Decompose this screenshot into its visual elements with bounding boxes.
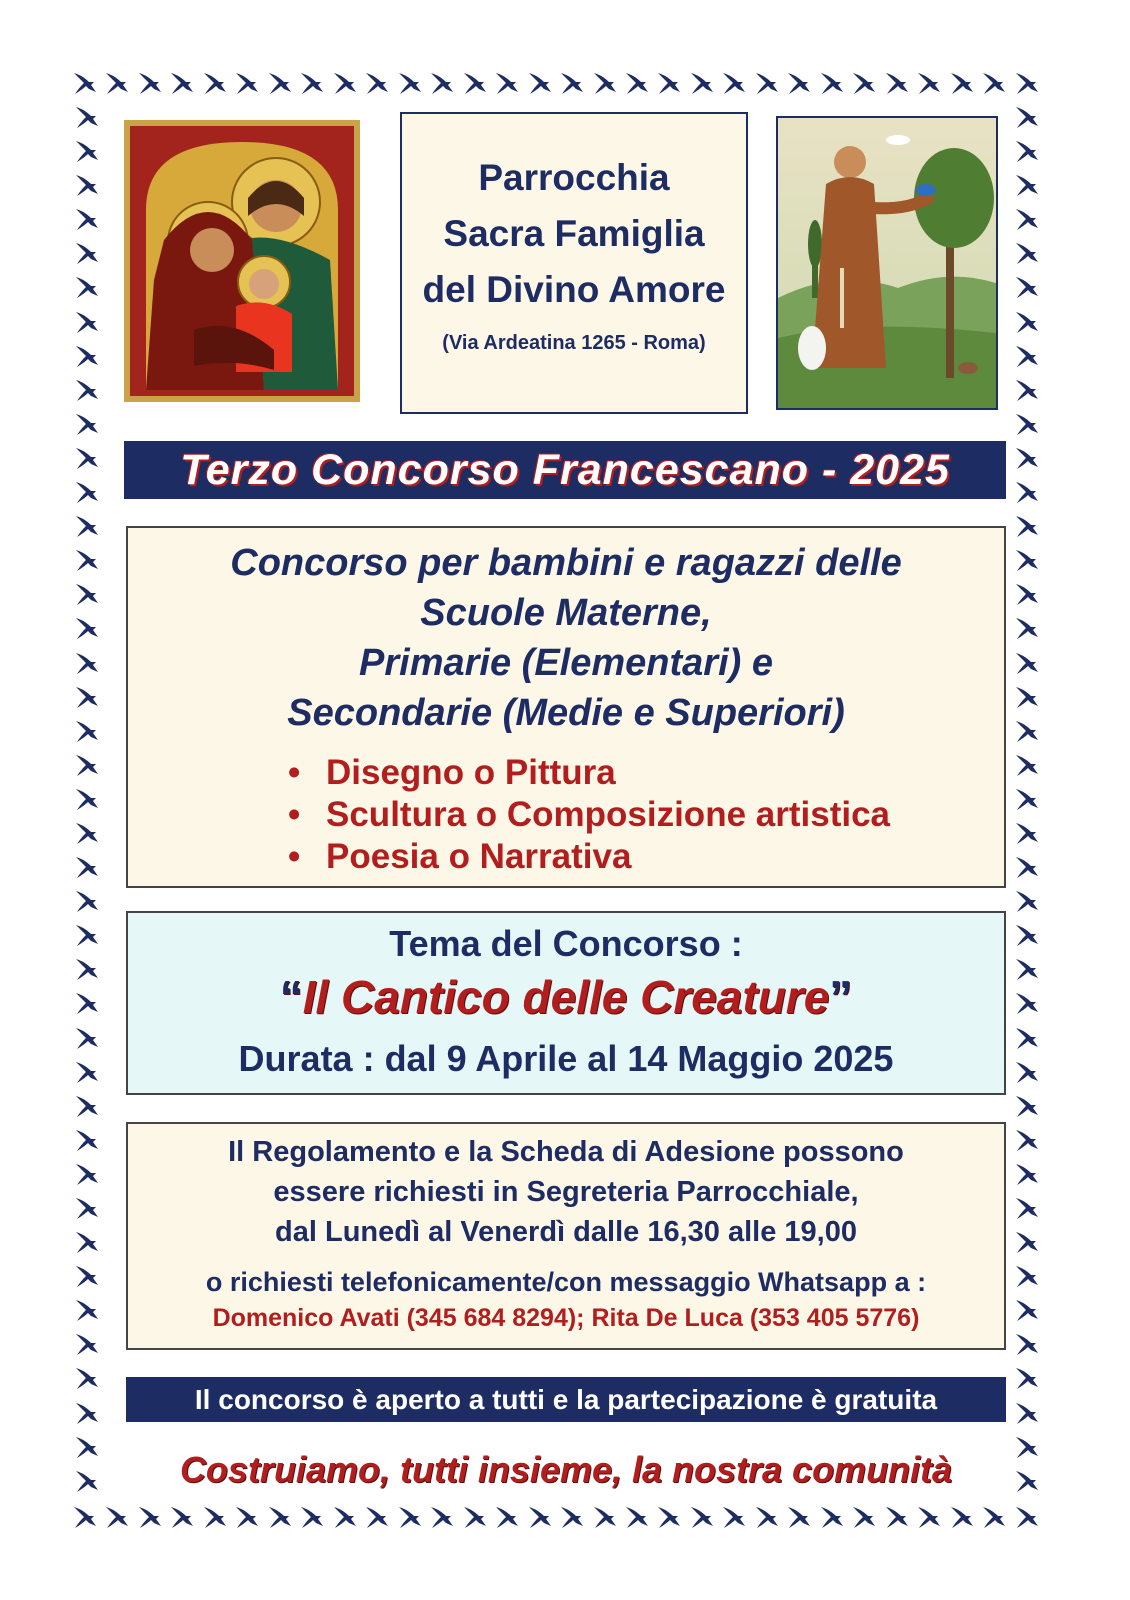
border-top [72, 70, 1040, 96]
swallow-icon [1014, 172, 1040, 198]
swallow-icon [74, 513, 100, 539]
swallow-icon [1014, 1468, 1040, 1494]
swallow-icon [494, 1504, 520, 1530]
swallow-icon [299, 1504, 325, 1530]
swallow-icon [364, 1504, 390, 1530]
swallow-icon [1014, 206, 1040, 232]
swallow-icon [74, 1059, 100, 1085]
swallow-icon [74, 854, 100, 880]
swallow-icon [1014, 1229, 1040, 1255]
swallow-icon [1014, 718, 1040, 744]
swallow-icon [74, 138, 100, 164]
swallow-icon [754, 70, 780, 96]
swallow-icon [169, 1504, 195, 1530]
swallow-icon [397, 70, 423, 96]
swallow-icon [1014, 888, 1040, 914]
swallow-icon [884, 1504, 910, 1530]
swallow-icon [721, 70, 747, 96]
swallow-icon [267, 70, 293, 96]
swallow-icon [74, 684, 100, 710]
swallow-icon [1014, 1093, 1040, 1119]
swallow-icon [74, 547, 100, 573]
swallow-icon [1014, 581, 1040, 607]
swallow-icon [74, 104, 100, 130]
swallow-icon [527, 1504, 553, 1530]
swallow-icon [1014, 1127, 1040, 1153]
parish-box [400, 112, 748, 414]
swallow-icon [332, 70, 358, 96]
swallow-icon [74, 650, 100, 676]
swallow-icon [74, 1400, 100, 1426]
swallow-icon [1014, 309, 1040, 335]
swallow-icon [429, 70, 455, 96]
swallow-icon [916, 1504, 942, 1530]
swallow-icon [1014, 1434, 1040, 1460]
swallow-icon [74, 1025, 100, 1051]
swallow-icon [234, 70, 260, 96]
swallow-icon [202, 1504, 228, 1530]
swallow-icon [74, 752, 100, 778]
swallow-icon [851, 1504, 877, 1530]
swallow-icon [1014, 922, 1040, 948]
swallow-icon [1014, 820, 1040, 846]
swallow-icon [72, 1504, 98, 1530]
swallow-icon [169, 70, 195, 96]
swallow-icon [74, 888, 100, 914]
swallow-icon [624, 1504, 650, 1530]
swallow-icon [72, 70, 98, 96]
contest-description-box [126, 526, 1006, 888]
swallow-icon [1014, 1161, 1040, 1187]
contest-title-banner [124, 441, 1006, 499]
rules-line-3: dal Lunedì al Venerdì dalle 16,30 alle 19,00 [275, 1216, 857, 1248]
swallow-icon [1014, 684, 1040, 710]
swallow-icon [74, 411, 100, 437]
swallow-icon [689, 70, 715, 96]
category-item: • Scultura o Composizione artistica [288, 794, 1004, 836]
swallow-icon [559, 70, 585, 96]
theme-label: Tema del Concorso : [389, 923, 743, 964]
swallow-icon [74, 343, 100, 369]
swallow-icon [754, 1504, 780, 1530]
holy-family-icon [124, 120, 360, 402]
parish-line-1: Parrocchia [478, 157, 670, 198]
border-left [74, 104, 100, 1494]
swallow-icon [462, 1504, 488, 1530]
swallow-icon [1014, 1059, 1040, 1085]
swallow-icon [1014, 240, 1040, 266]
swallow-icon [1014, 990, 1040, 1016]
swallow-icon [74, 445, 100, 471]
swallow-icon [592, 1504, 618, 1530]
swallow-icon [202, 70, 228, 96]
border-right [1014, 104, 1040, 1494]
swallow-icon [819, 70, 845, 96]
swallow-icon [74, 1263, 100, 1289]
duration: Durata : dal 9 Aprile al 14 Maggio 2025 [238, 1038, 894, 1079]
swallow-icon [74, 206, 100, 232]
swallow-icon [1014, 104, 1040, 130]
saint-francis-with-birds-icon [776, 116, 998, 410]
swallow-icon [1014, 138, 1040, 164]
swallow-icon [1014, 1025, 1040, 1051]
swallow-icon [267, 1504, 293, 1530]
description-line-1: Concorso per bambini e ragazzi delle [230, 542, 902, 584]
swallow-icon [137, 70, 163, 96]
swallow-icon [981, 70, 1007, 96]
swallow-icon [104, 70, 130, 96]
parish-address: (Via Ardeatina 1265 - Roma) [442, 332, 706, 354]
swallow-icon [949, 70, 975, 96]
category-item: • Poesia o Narrativa [288, 836, 1004, 878]
swallow-icon [74, 309, 100, 335]
swallow-icon [981, 1504, 1007, 1530]
swallow-icon [1014, 1365, 1040, 1391]
swallow-icon [74, 1365, 100, 1391]
swallow-icon [74, 990, 100, 1016]
open-to-all-banner [126, 1377, 1006, 1422]
swallow-icon [74, 718, 100, 744]
swallow-icon [527, 70, 553, 96]
swallow-icon [74, 922, 100, 948]
swallow-icon [234, 1504, 260, 1530]
phone-intro: o richiesti telefonicamente/con messaggio Whatsapp a : [205, 1267, 927, 1297]
swallow-icon [74, 172, 100, 198]
swallow-icon [1014, 377, 1040, 403]
swallow-icon [1014, 479, 1040, 505]
swallow-icon [397, 1504, 423, 1530]
swallow-icon [74, 240, 100, 266]
swallow-icon [786, 70, 812, 96]
swallow-icon [429, 1504, 455, 1530]
border-bottom [72, 1504, 1040, 1530]
swallow-icon [721, 1504, 747, 1530]
theme-title: Il Cantico delle Creature [302, 971, 830, 1023]
contacts: Domenico Avati (345 684 8294); Rita De Luca (353 405 5776) [212, 1304, 920, 1332]
swallow-icon [1014, 1195, 1040, 1221]
swallow-icon [1014, 274, 1040, 300]
swallow-icon [74, 1093, 100, 1119]
swallow-icon [592, 70, 618, 96]
swallow-icon [1014, 1263, 1040, 1289]
swallow-icon [851, 70, 877, 96]
swallow-icon [74, 1468, 100, 1494]
swallow-icon [74, 1297, 100, 1323]
swallow-icon [74, 786, 100, 812]
swallow-icon [949, 1504, 975, 1530]
swallow-icon [1014, 513, 1040, 539]
swallow-icon [74, 1434, 100, 1460]
swallow-icon [656, 1504, 682, 1530]
category-list [128, 752, 1004, 878]
description-line-3: Primarie (Elementari) e [359, 642, 773, 684]
open-quote: “ [279, 971, 303, 1023]
swallow-icon [1014, 1297, 1040, 1323]
rules-line-1: Il Regolamento e la Scheda di Adesione possono [228, 1136, 904, 1168]
swallow-icon [1014, 854, 1040, 880]
category-item: • Disegno o Pittura [288, 752, 1004, 794]
theme-box [126, 911, 1006, 1095]
contest-title: Terzo Concorso Francescano - 2025 [180, 446, 950, 494]
swallow-icon [137, 1504, 163, 1530]
swallow-icon [1014, 615, 1040, 641]
swallow-icon [74, 377, 100, 403]
swallow-icon [104, 1504, 130, 1530]
description-line-2: Scuole Materne, [420, 592, 712, 634]
swallow-icon [74, 1195, 100, 1221]
swallow-icon [299, 70, 325, 96]
swallow-icon [74, 1127, 100, 1153]
swallow-icon [74, 956, 100, 982]
swallow-icon [74, 1331, 100, 1357]
swallow-icon [1014, 1331, 1040, 1357]
swallow-icon [74, 1161, 100, 1187]
swallow-icon [689, 1504, 715, 1530]
swallow-icon [462, 70, 488, 96]
parish-line-3: del Divino Amore [422, 269, 726, 310]
motto: Costruiamo, tutti insieme, la nostra comunità [179, 1449, 953, 1490]
swallow-icon [1014, 786, 1040, 812]
swallow-icon [1014, 956, 1040, 982]
swallow-icon [559, 1504, 585, 1530]
rules-line-2: essere richiesti in Segreteria Parrocchiale, [273, 1176, 859, 1208]
swallow-icon [364, 70, 390, 96]
swallow-icon [1014, 752, 1040, 778]
rules-box [126, 1122, 1006, 1350]
swallow-icon [74, 479, 100, 505]
swallow-icon [1014, 70, 1040, 96]
swallow-icon [884, 70, 910, 96]
close-quote: ” [829, 971, 853, 1023]
swallow-icon [74, 274, 100, 300]
swallow-icon [786, 1504, 812, 1530]
swallow-icon [1014, 547, 1040, 573]
swallow-icon [624, 70, 650, 96]
swallow-icon [74, 820, 100, 846]
swallow-icon [74, 581, 100, 607]
swallow-icon [1014, 343, 1040, 369]
parish-line-2: Sacra Famiglia [443, 213, 705, 254]
swallow-icon [1014, 1400, 1040, 1426]
swallow-icon [74, 1229, 100, 1255]
swallow-icon [494, 70, 520, 96]
theme-title-line [128, 967, 1004, 1027]
swallow-icon [656, 70, 682, 96]
swallow-icon [1014, 445, 1040, 471]
swallow-icon [916, 70, 942, 96]
swallow-icon [1014, 411, 1040, 437]
swallow-icon [1014, 650, 1040, 676]
description-line-4: Secondarie (Medie e Superiori) [287, 692, 845, 734]
swallow-icon [819, 1504, 845, 1530]
swallow-icon [332, 1504, 358, 1530]
open-to-all-text: Il concorso è aperto a tutti e la partecipazione è gratuita [194, 1384, 938, 1415]
swallow-icon [74, 615, 100, 641]
swallow-icon [1014, 1504, 1040, 1530]
